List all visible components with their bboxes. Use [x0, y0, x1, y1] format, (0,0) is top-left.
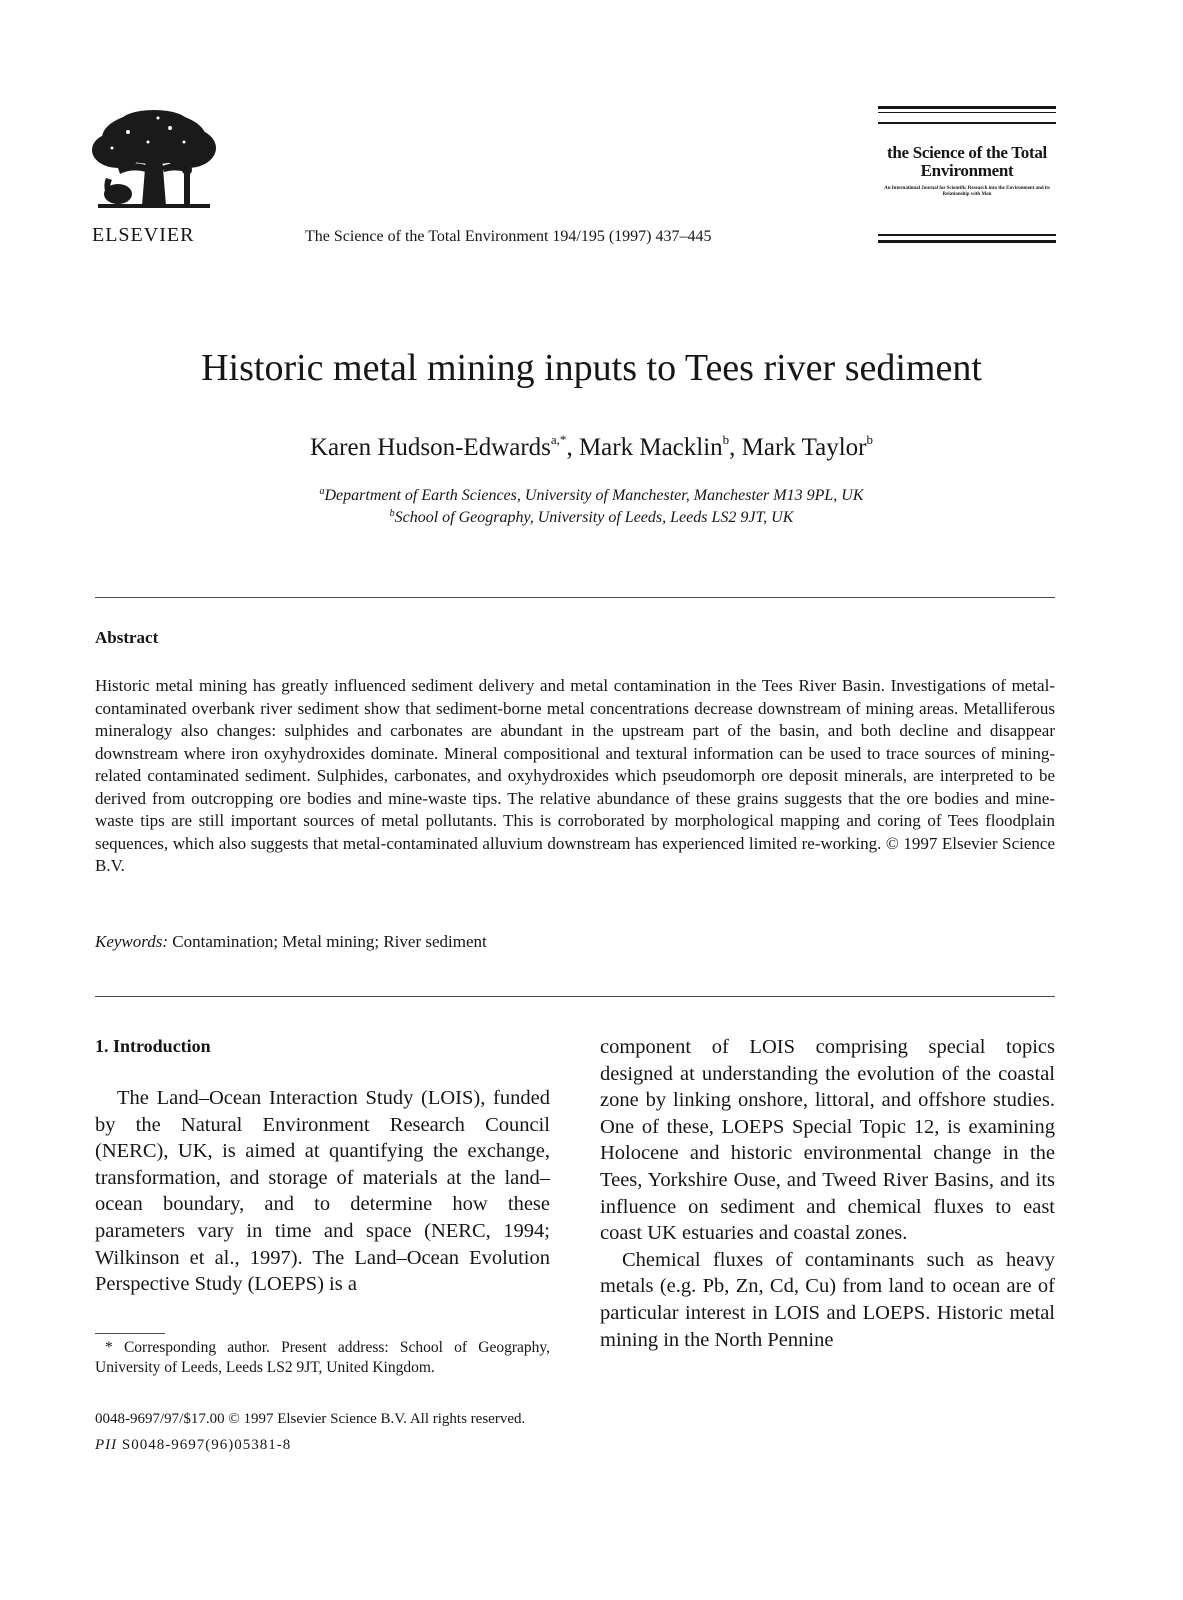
affiliation — [0, 486, 1183, 505]
elsevier-tree-logo — [88, 108, 220, 218]
journal-logo-rule-bottom — [878, 234, 1056, 236]
author-name: Mark Macklin — [578, 434, 723, 461]
copyright-line: 0048-9697/97/$17.00 © 1997 Elsevier Science B.V. All rights reserved. — [95, 1411, 526, 1427]
abstract-heading: Abstract — [95, 628, 159, 647]
journal-logo-title: the Science of the Total Environment — [887, 143, 1047, 180]
tree-icon — [88, 108, 220, 218]
author-name: Karen Hudson-Edwards — [310, 434, 551, 461]
affiliation-text: Department of Earth Sciences, University of Manchester, Manchester M13 9PL, UK — [324, 487, 864, 504]
author-name: Mark Taylor — [741, 434, 867, 461]
pii-line — [95, 1437, 291, 1454]
abstract-text: Historic metal mining has greatly influenced sediment delivery and metal contamination in the Tees River Basin. Investigations of metal-contaminated overbank river sediment show that sediment-borne metal concentrations decrease downstream of mining areas. Metalliferous mineralogy also changes: sulphides and carbonates are abundant in the upstream part of the basin, and both decline and disappear downstream where iron oxyhydroxides dominate. Mineral compositional and textural information can be used to trace sources of mining-related contaminated sediment. Sulphides, carbonates, and oxyhydroxides which pseudomorph ore deposit minerals, are interpreted to be derived from outcropping ore bodies and mine-waste tips. The relative abundance of these grains suggests that the ore bodies and mine-waste tips are still important sources of metal pollutants. This is corroborated by morphological mapping and coring of Tees floodplain sequences, which also suggests that metal-contaminated alluvium downstream has experienced limited re-working. © 1997 Elsevier Science B.V. — [95, 676, 1055, 875]
publisher-name: ELSEVIER — [92, 224, 195, 246]
affiliation-text: School of Geography, University of Leeds, Leeds LS2 9JT, UK — [394, 509, 794, 526]
journal-logo-rule-upper — [878, 122, 1056, 124]
pii-label: PII — [95, 1437, 118, 1453]
affiliation-mark: a — [319, 486, 325, 497]
section-heading: 1. Introduction — [95, 1036, 211, 1056]
author-affiliation-mark: b — [866, 432, 873, 447]
body-paragraph: The Land–Ocean Interaction Study (LOIS), funded by the Natural Environment Research Council (NERC), UK, is aimed at quantifying the exchange, transformation, and storage of materials at the land–ocean boundary, and to determine how these parameters vary in time and space (NERC, 1994; Wilkinson et al., 1997). The Land–Ocean Evolution Perspective Study (LOEPS) is a — [95, 1087, 550, 1296]
divider — [95, 597, 1055, 598]
pii-value: S0048-9697(96)05381-8 — [121, 1437, 292, 1453]
journal-logo-rule-bottom-thick — [878, 240, 1056, 243]
journal-logo-rule-top-thin — [878, 112, 1056, 113]
keywords-list: Contamination; Metal mining; River sediment — [172, 932, 487, 951]
author-affiliation-mark: b — [722, 432, 730, 447]
footnote-rule — [95, 1333, 165, 1334]
affiliation — [0, 508, 1183, 527]
keywords-label: Keywords: — [95, 932, 169, 951]
body-paragraph: component of LOIS comprising special topics designed at understanding the evolution of the coastal zone by linking onshore, littoral, and offshore studies. One of these, LOEPS Special Topic 12, is examining Holocene and historic environmental change in the Tees, Yorkshire Ouse, and Tweed River Basins, and its influence on sediment and chemical fluxes to east coast UK estuaries and coastal zones. — [600, 1036, 1055, 1245]
author-list: Karen Hudson-Edwards$^{a,*}$, Mark Macklin$^b$, Mark Taylor$^b$ — [310, 432, 873, 461]
journal-logo-rule-top — [878, 106, 1056, 109]
journal-logo — [878, 106, 1056, 244]
footnote: * Corresponding author. Present address: School of Geography, University of Leeds, Leeds LS2 9JT, United Kingdom. — [95, 1339, 550, 1376]
journal-citation: The Science of the Total Environment 194/195 (1997) 437–445 — [305, 228, 712, 245]
right-column — [600, 1034, 1055, 1353]
article-title: Historic metal mining inputs to Tees river sediment — [201, 347, 982, 389]
author-affiliation-mark: a,* — [550, 432, 567, 447]
divider — [95, 996, 1055, 997]
journal-logo-subtitle: An International Journal for Scientific Research into the Environment and its Relationship with Man — [884, 186, 1050, 197]
affiliation-mark: b — [389, 508, 395, 519]
body-paragraph: Chemical fluxes of contaminants such as heavy metals (e.g. Pb, Zn, Cd, Cu) from land to ocean are of particular interest in LOIS and LOEPS. Historic metal mining in the North Pennine — [600, 1248, 1055, 1351]
keywords — [95, 932, 487, 952]
